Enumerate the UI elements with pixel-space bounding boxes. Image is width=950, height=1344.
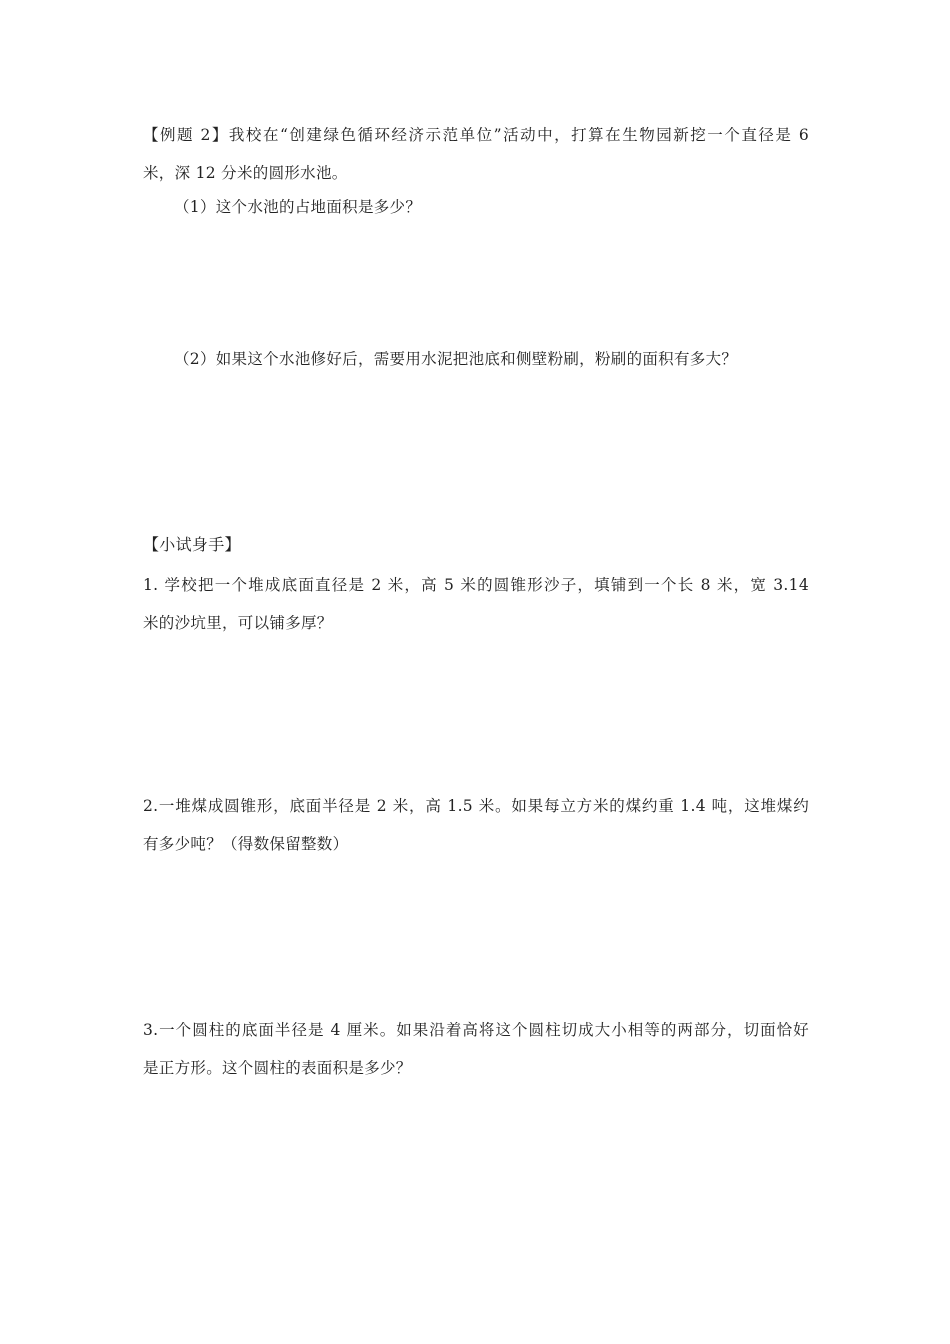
practice-section-heading bbox=[143, 526, 809, 564]
example-2-problem bbox=[143, 116, 809, 192]
exercise-item-1 bbox=[143, 566, 809, 642]
exercise-1-line-1: 1. 学校把一个堆成底面直径是 2 米，高 5 米的圆锥形沙子，填铺到一个长 8 米，宽 3.14 bbox=[143, 576, 809, 594]
exercise-1-line-2: 米的沙坑里，可以铺多厚？ bbox=[143, 614, 333, 632]
example-2-line-2: 米，深 12 分米的圆形水池。 bbox=[143, 164, 348, 182]
exercise-3-line-2: 是正方形。这个圆柱的表面积是多少？ bbox=[143, 1059, 412, 1077]
question-2-text: （2）如果这个水池修好后，需要用水泥把池底和侧壁粉刷，粉刷的面积有多大？ bbox=[174, 350, 738, 368]
exercise-2-line-2: 有多少吨？（得数保留整数） bbox=[143, 835, 349, 853]
exercise-2-line-1: 2.一堆煤成圆锥形，底面半径是 2 米，高 1.5 米。如果每立方米的煤约重 1.4 吨，这堆煤约 bbox=[143, 797, 809, 815]
example-2-line-1: 【例题 2】我校在“创建绿色循环经济示范单位”活动中，打算在生物园新挖一个直径是 6 bbox=[143, 126, 809, 144]
practice-heading-text: 【小试身手】 bbox=[143, 535, 241, 554]
example-2-question-2 bbox=[143, 340, 809, 378]
exercise-3-line-1: 3.一个圆柱的底面半径是 4 厘米。如果沿着高将这个圆柱切成大小相等的两部分，切面恰好 bbox=[143, 1021, 809, 1039]
example-2-question-1 bbox=[143, 188, 809, 226]
exercise-item-3 bbox=[143, 1011, 809, 1087]
question-1-text: （1）这个水池的占地面积是多少？ bbox=[174, 198, 422, 216]
exercise-item-2 bbox=[143, 787, 809, 863]
